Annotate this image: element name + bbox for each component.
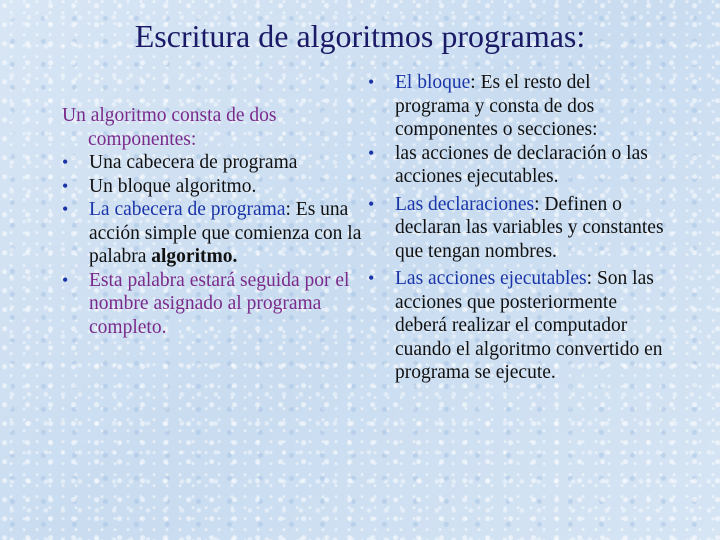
term-acciones-ejecutables: Las acciones ejecutables [395,268,587,289]
bullet-icon: • [368,142,375,163]
list-item-text: las acciones de declaración o las acciones ejecutables. [395,142,648,187]
list-item-text: Es una acción simple que comienza con la palabra [89,199,362,267]
list-item [62,175,362,199]
term-cabecera: La cabecera de programa [89,199,286,220]
bullet-icon: • [368,72,375,92]
keyword-algoritmo: algoritmo. [151,246,238,267]
list-item [62,198,362,269]
bullet-icon: • [62,269,69,290]
bullet-icon: • [62,175,69,196]
list-item-text: : Definen o declaran las variables y constantes que tengan nombres. [395,193,664,262]
list-item [368,71,668,142]
term-bloque: El bloque [395,72,471,93]
list-item-text: Esta palabra estará seguida por el nombre asignado al programa completo. [89,269,350,338]
list-item [62,269,362,340]
list-item [368,193,668,264]
bullet-icon: • [368,193,375,214]
slide-title: Escritura de algoritmos programas: [134,18,586,54]
right-column [368,71,668,385]
left-column [62,104,362,339]
list-item [368,267,668,385]
left-bullet-list [62,151,362,339]
list-item-text: Una cabecera de programa [89,152,298,173]
list-item-text: Un bloque algoritmo. [89,175,257,197]
list-item-text: : Son las acciones que posteriormente deberá realizar el computador cuando el algoritmo convertido en programa se ejecute. [395,268,663,383]
term-declaraciones: Las declaraciones [395,193,535,215]
list-item-text: : Es el resto del programa y consta de dos componentes o secciones: [395,72,598,140]
bullet-icon: • [62,199,69,219]
list-item [368,142,668,189]
bullet-icon: • [368,268,375,288]
term-separator: : [285,199,291,220]
bullet-icon: • [62,152,69,172]
list-item [62,151,362,175]
left-intro: Un algoritmo consta de dos componentes: [62,105,277,150]
right-bullet-list [368,71,668,385]
